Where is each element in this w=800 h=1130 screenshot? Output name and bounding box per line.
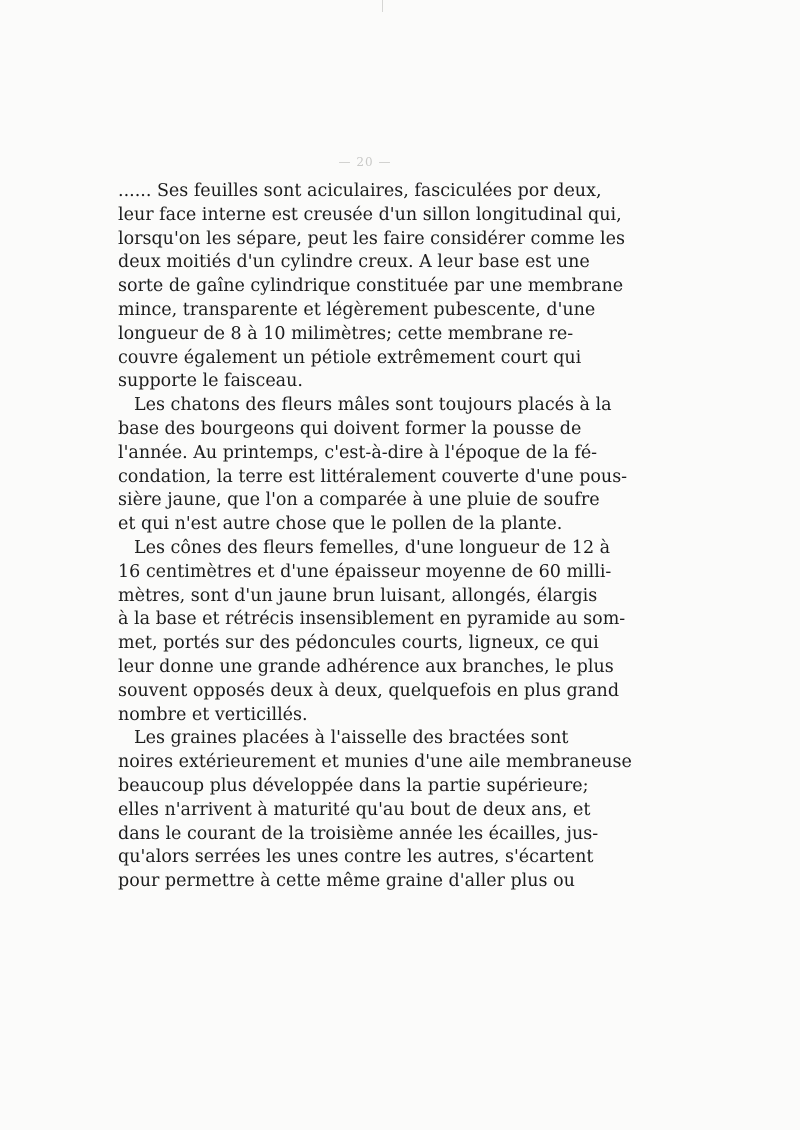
text-line: elles n'arrivent à maturité qu'au bout de deux ans, et (118, 799, 591, 820)
page-number: — 20 — (338, 155, 392, 169)
text-line: met, portés sur des pédoncules courts, ligneux, ce qui (118, 633, 599, 654)
text-line: Les cônes des fleurs femelles, d'une longueur de 12 à (134, 537, 611, 558)
text-line: deux moitiés d'un cylindre creux. A leur base est une (118, 252, 590, 273)
text-line: l'année. Au printemps, c'est-à-dire à l'époque de la fé- (118, 442, 598, 463)
text-line: sière jaune, que l'on a comparée à une pluie de soufre (118, 490, 600, 511)
body-text (118, 180, 632, 894)
text-line: noires extérieurement et munies d'une aile membraneuse (118, 752, 632, 773)
text-line: Les chatons des fleurs mâles sont toujours placés à la (134, 395, 612, 416)
text-line: longueur de 8 à 10 milimètres; cette membrane re- (118, 323, 574, 344)
paragraph-male-catkins (118, 394, 628, 537)
text-line: leur face interne est creusée d'un sillon longitudinal qui, (118, 204, 622, 225)
text-line: condation, la terre est littéralement couverte d'une pous- (118, 466, 628, 487)
text-line: qu'alors serrées les unes contre les autres, s'écartent (118, 847, 594, 868)
text-line: nombre et verticillés. (118, 704, 308, 725)
text-line: 16 centimètres et d'une épaisseur moyenne de 60 milli- (118, 561, 612, 582)
text-line: souvent opposés deux à deux, quelquefois en plus grand (118, 680, 620, 701)
text-line: couvre également un pétiole extrêmement court qui (118, 347, 582, 368)
text-line: sorte de gaîne cylindrique constituée par une membrane (118, 276, 624, 297)
text-line: pour permettre à cette même graine d'aller plus ou (118, 871, 575, 892)
text-line: supporte le faisceau. (118, 371, 303, 392)
text-line: Les graines placées à l'aisselle des bractées sont (134, 728, 569, 749)
text-line: base des bourgeons qui doivent former la pousse de (118, 418, 582, 439)
text-line: lorsqu'on les sépare, peut les faire considérer comme les (118, 228, 625, 249)
paragraph-seeds (118, 727, 632, 894)
text-line: beaucoup plus développée dans la partie supérieure; (118, 775, 589, 796)
text-line: leur donne une grande adhérence aux branches, le plus (118, 656, 614, 677)
text-line: et qui n'est autre chose que le pollen de la plante. (118, 514, 563, 535)
text-line: à la base et rétrécis insensiblement en pyramide au som- (118, 609, 626, 630)
text-line: ...... Ses feuilles sont aciculaires, fasciculées por deux, (118, 181, 602, 201)
page-edge-mark (382, 0, 383, 12)
text-line: dans le courant de la troisième année les écailles, jus- (118, 823, 599, 844)
paragraph-leaves (118, 180, 625, 394)
text-line: mètres, sont d'un jaune brun luisant, allongés, élargis (118, 585, 598, 606)
paragraph-female-cones (118, 537, 626, 727)
text-line: mince, transparente et légèrement pubescente, d'une (118, 299, 596, 320)
